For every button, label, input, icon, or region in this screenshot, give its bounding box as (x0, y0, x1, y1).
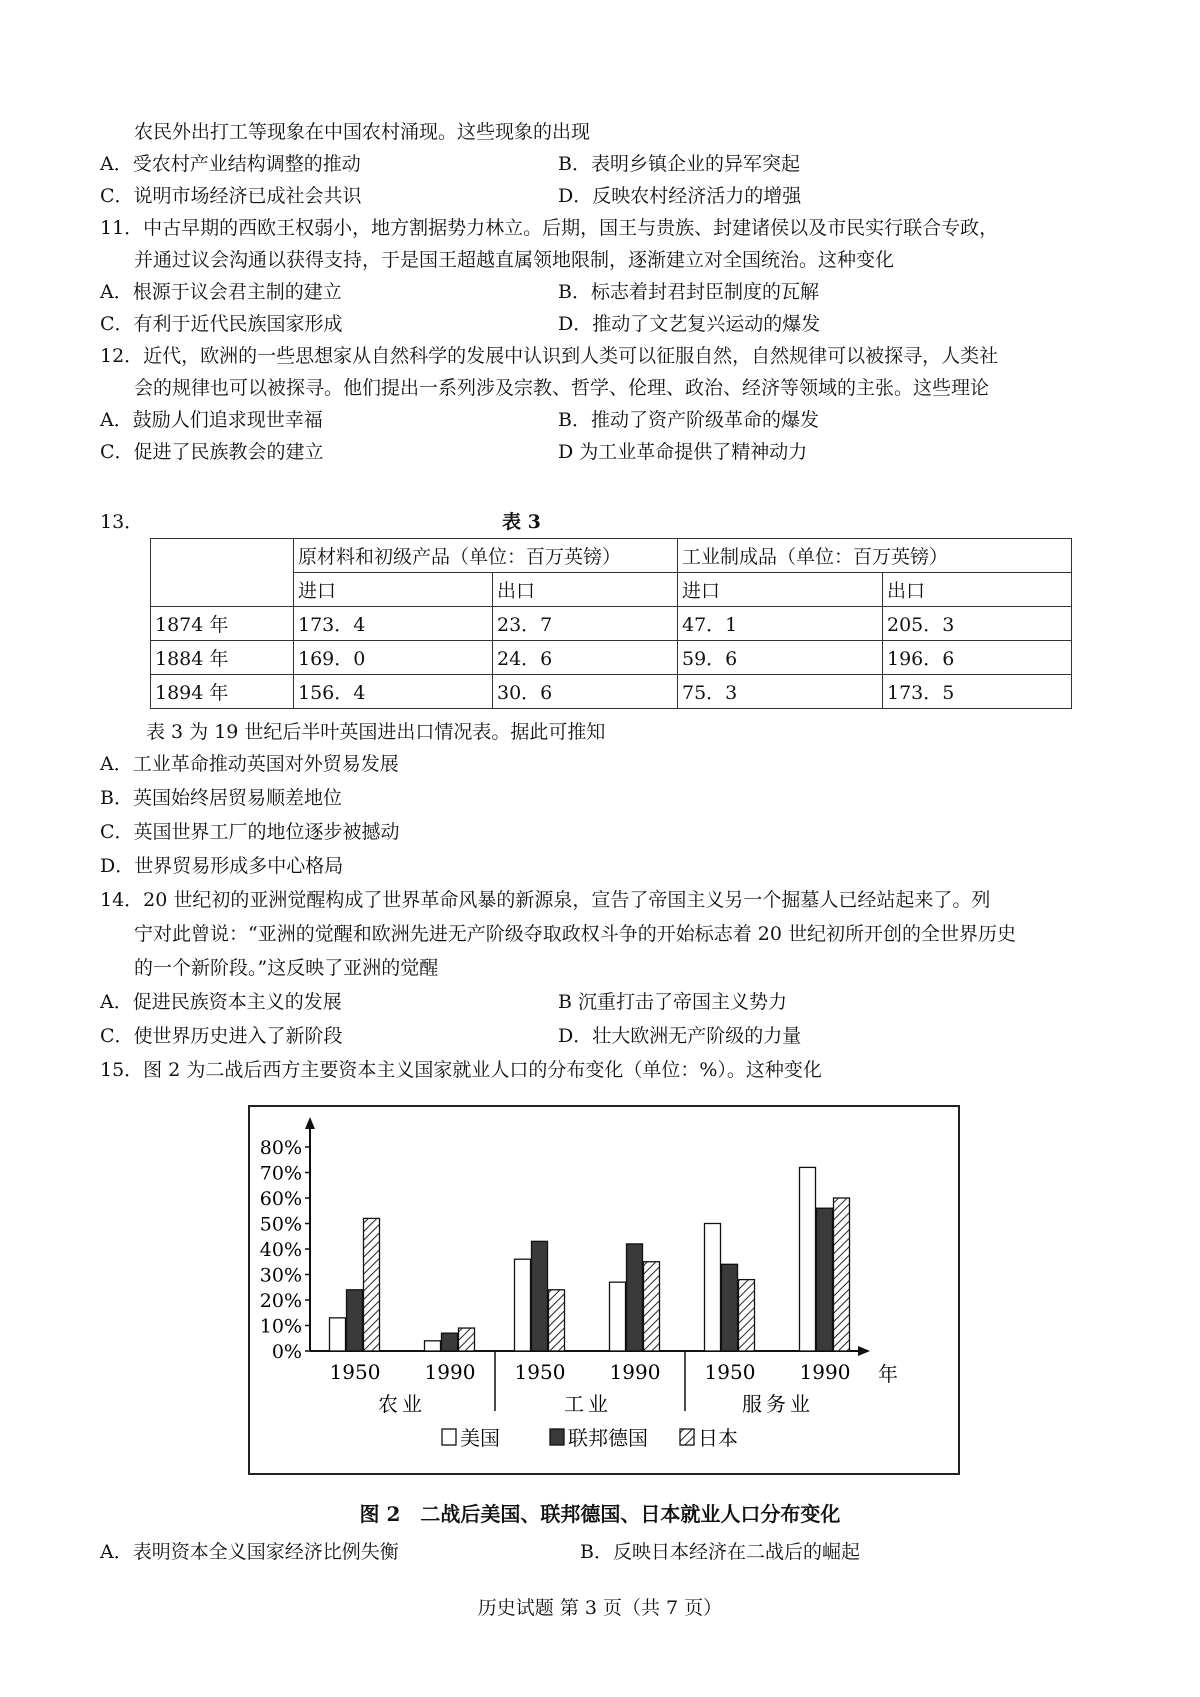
table-3 (150, 538, 1072, 709)
q11-option-d: D．推动了文艺复兴运动的爆发 (558, 313, 821, 335)
q12-option-b: B．推动了资产阶级革命的爆发 (558, 409, 819, 431)
table-row (151, 607, 1072, 641)
bar-japan (739, 1280, 755, 1351)
x-tick-label: 1990 (424, 1360, 476, 1384)
bar-west-germany (347, 1290, 363, 1351)
legend-swatch (442, 1429, 456, 1445)
x-tick-label: 1990 (799, 1360, 851, 1384)
q14-stem-line-3: 的一个新阶段。”这反映了亚洲的觉醒 (134, 957, 439, 979)
legend-swatch (550, 1429, 564, 1445)
bar-japan (549, 1290, 565, 1351)
q13-option-b: B．英国始终居贸易顺差地位 (100, 787, 342, 809)
table-cell: 173．4 (294, 607, 493, 641)
table-group-header-raw: 原材料和初级产品（单位：百万英镑） (294, 539, 678, 573)
group-label: 农业 (378, 1392, 426, 1416)
bar-west-germany (532, 1241, 548, 1351)
bar-west-germany (442, 1333, 458, 1351)
q10-option-c: C．说明市场经济已成社会共识 (100, 185, 362, 207)
table-cell: 59．6 (678, 641, 883, 675)
table-year-cell: 1894 年 (151, 675, 294, 709)
table-cell: 196．6 (883, 641, 1072, 675)
y-tick-label: 40% (259, 1239, 302, 1261)
legend-label: 日本 (698, 1426, 738, 1450)
y-tick-label: 50% (259, 1213, 302, 1236)
table-row (151, 641, 1072, 675)
bar-usa (330, 1318, 346, 1351)
q14-option-a: A．促进民族资本主义的发展 (100, 991, 342, 1013)
q13-stem: 表 3 为 19 世纪后半叶英国进出口情况表。据此可推知 (146, 721, 606, 743)
table-cell: 30．6 (493, 675, 678, 709)
table-cell: 205．3 (883, 607, 1072, 641)
q11-option-c: C．有利于近代民族国家形成 (100, 313, 343, 335)
table-cell: 169．0 (294, 641, 493, 675)
q14-option-b: B 沉重打击了帝国主义势力 (558, 991, 788, 1013)
y-tick-label: 60% (259, 1188, 302, 1210)
table-cell: 156．4 (294, 675, 493, 709)
q15-stem: 15．图 2 为二战后西方主要资本主义国家就业人口的分布变化（单位：%）。这种变化 (100, 1059, 822, 1081)
y-axis-arrow (305, 1117, 315, 1129)
x-axis-label: 年 (878, 1362, 898, 1386)
bar-usa (705, 1224, 721, 1352)
table-year-cell: 1884 年 (151, 641, 294, 675)
y-tick-label: 30% (259, 1264, 302, 1287)
q13-option-a: A．工业革命推动英国对外贸易发展 (100, 753, 399, 775)
q12-option-c: C．促进了民族教会的建立 (100, 441, 324, 463)
q10-option-a: A．受农村产业结构调整的推动 (100, 153, 361, 175)
q11-option-a: A．根源于议会君主制的建立 (100, 281, 342, 303)
table-subheader: 出口 (493, 573, 678, 607)
legend-label: 联邦德国 (568, 1426, 648, 1450)
q10-option-d: D．反映农村经济活力的增强 (558, 185, 802, 207)
table-subheader: 出口 (883, 573, 1072, 607)
q10-stem-tail: 农民外出打工等现象在中国农村涌现。这些现象的出现 (134, 121, 591, 143)
q11-option-b: B．标志着封君封臣制度的瓦解 (558, 281, 819, 303)
y-tick-label: 20% (259, 1290, 302, 1312)
x-tick-label: 1950 (329, 1360, 381, 1384)
bar-usa (515, 1259, 531, 1351)
x-tick-label: 1990 (609, 1360, 661, 1384)
table-corner-cell (151, 539, 294, 607)
q14-stem-line-2: 宁对此曾说：“亚洲的觉醒和欧洲先进无产阶级夺取政权斗争的开始标志着 20 世纪初所开创的全世界历史 (134, 923, 1016, 945)
q14-stem-line-1: 14．20 世纪初的亚洲觉醒构成了世界革命风暴的新源泉，宣告了帝国主义另一个掘墓人已经站起来了。列 (100, 889, 991, 911)
q11-stem-line-2: 并通过议会沟通以获得支持，于是国王超越直属领地限制，逐渐建立对全国统治。这种变化 (134, 249, 895, 271)
bar-japan (459, 1328, 475, 1351)
table-cell: 23．7 (493, 607, 678, 641)
bar-west-germany (817, 1208, 833, 1351)
y-tick-label: 0% (271, 1341, 302, 1363)
q13-option-d: D．世界贸易形成多中心格局 (100, 855, 344, 877)
table-cell: 47．1 (678, 607, 883, 641)
bar-japan (364, 1218, 380, 1351)
group-label: 服务业 (742, 1392, 814, 1416)
table3-title: 表 3 (502, 511, 541, 533)
q12-option-a: A．鼓励人们追求现世幸福 (100, 409, 323, 431)
bar-usa (800, 1167, 816, 1351)
table-group-header-manufactured: 工业制成品（单位：百万英镑） (678, 539, 1072, 573)
q12-stem-line-2: 会的规律也可以被探寻。他们提出一系列涉及宗教、哲学、伦理、政治、经济等领域的主张。这些理论 (134, 377, 990, 399)
q14-option-c: C．使世界历史进入了新阶段 (100, 1025, 343, 1047)
q14-option-d: D．壮大欧洲无产阶级的力量 (558, 1025, 802, 1047)
page-footer: 历史试题 第 3 页（共 7 页） (477, 1597, 723, 1619)
x-tick-label: 1950 (514, 1360, 566, 1384)
figure-2-frame (248, 1105, 960, 1475)
x-tick-label: 1950 (704, 1360, 756, 1384)
table-row (151, 675, 1072, 709)
q15-option-a: A．表明资本全义国家经济比例失衡 (100, 1541, 399, 1563)
figure-2-caption: 图 2 二战后美国、联邦德国、日本就业人口分布变化 (359, 1502, 841, 1526)
y-tick-label: 80% (259, 1137, 302, 1159)
q12-stem-line-1: 12．近代，欧洲的一些思想家从自然科学的发展中认识到人类可以征服自然，自然规律可以被探寻，人类社 (100, 345, 999, 367)
bar-usa (610, 1282, 626, 1351)
q10-option-b: B．表明乡镇企业的异军突起 (558, 153, 800, 175)
bar-usa (425, 1341, 441, 1351)
bar-west-germany (627, 1244, 643, 1351)
y-tick-label: 10% (259, 1315, 302, 1338)
employment-bar-chart (250, 1107, 958, 1473)
q11-stem-line-1: 11．中古早期的西欧王权弱小，地方割据势力林立。后期，国王与贵族、封建诸侯以及市民实行联合专政， (100, 217, 999, 239)
table-header-row (151, 539, 1072, 573)
bar-japan (644, 1262, 660, 1351)
bar-japan (834, 1198, 850, 1351)
bar-west-germany (722, 1264, 738, 1351)
table-subheader: 进口 (678, 573, 883, 607)
table-cell: 24．6 (493, 641, 678, 675)
table-cell: 75．3 (678, 675, 883, 709)
group-label: 工业 (564, 1392, 612, 1416)
table-subheader: 进口 (294, 573, 493, 607)
q13-option-c: C．英国世界工厂的地位逐步被撼动 (100, 821, 400, 843)
q13-number: 13． (100, 511, 144, 533)
legend-swatch (680, 1429, 694, 1445)
x-axis-arrow (858, 1346, 870, 1356)
q12-option-d: D 为工业革命提供了精神动力 (558, 441, 808, 463)
y-tick-label: 70% (259, 1162, 302, 1185)
q15-option-b: B．反映日本经济在二战后的崛起 (580, 1541, 860, 1563)
legend-label: 美国 (460, 1426, 500, 1450)
table-year-cell: 1874 年 (151, 607, 294, 641)
table-cell: 173．5 (883, 675, 1072, 709)
